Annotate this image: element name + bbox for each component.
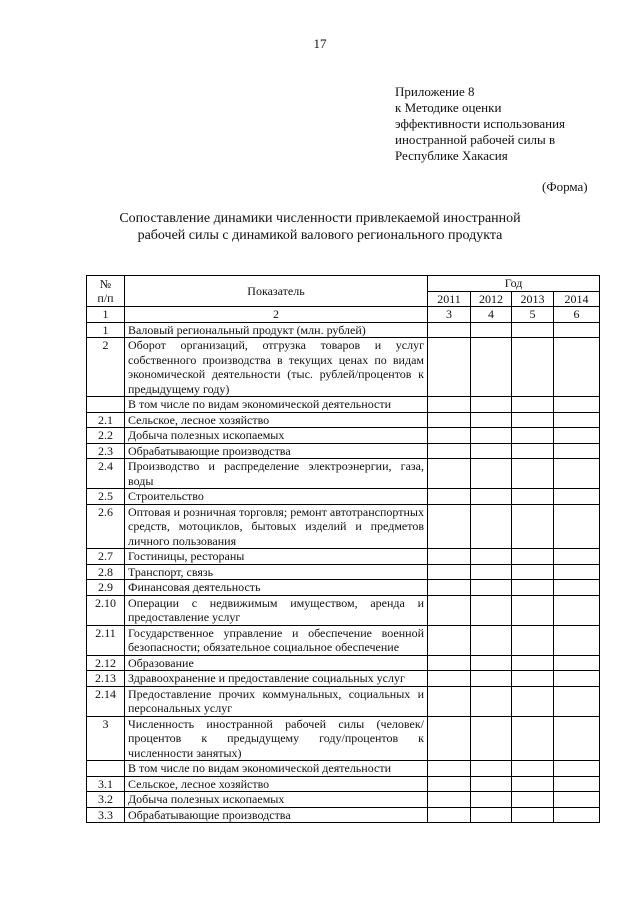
year-value-cell [512, 549, 554, 565]
row-indicator: Оборот организаций, отгрузка товаров и услуг собственного производства в текущих ценах по видам экономической деятельности (тыс. рублей/процентов к предыдущему году) [125, 338, 428, 397]
table-row [87, 625, 600, 655]
table-row [87, 776, 600, 792]
column-number: 3 [428, 307, 471, 323]
header-row [87, 276, 600, 292]
table-row [87, 412, 600, 428]
header-year-2012: 2012 [471, 291, 512, 307]
year-value-cell [512, 428, 554, 444]
year-value-cell [428, 655, 471, 671]
year-value-cell [554, 625, 600, 655]
table-row [87, 322, 600, 338]
row-number: 3 [87, 716, 125, 761]
appendix-line: иностранной рабочей силы в [395, 132, 556, 147]
year-value-cell [512, 564, 554, 580]
table-row [87, 671, 600, 687]
year-value-cell [471, 504, 512, 549]
year-value-cell [471, 443, 512, 459]
row-indicator: Государственное управление и обеспечение военной безопасности; обязательное социальное обеспечение [125, 625, 428, 655]
row-indicator: Финансовая деятельность [125, 580, 428, 596]
year-value-cell [471, 655, 512, 671]
row-number: 3.1 [87, 776, 125, 792]
row-number: 2.11 [87, 625, 125, 655]
row-number: 3.2 [87, 792, 125, 808]
header-num-line1: № [99, 276, 112, 291]
table-row [87, 580, 600, 596]
year-value-cell [471, 322, 512, 338]
year-value-cell [554, 807, 600, 823]
header-num [87, 276, 125, 307]
year-value-cell [554, 338, 600, 397]
year-value-cell [554, 397, 600, 413]
row-number: 2.1 [87, 412, 125, 428]
year-value-cell [471, 397, 512, 413]
table-row [87, 686, 600, 716]
year-value-cell [554, 459, 600, 489]
table-row [87, 761, 600, 777]
row-number: 2.9 [87, 580, 125, 596]
form-label: (Форма) [542, 179, 588, 194]
year-value-cell [471, 807, 512, 823]
column-number: 6 [554, 307, 600, 323]
row-indicator: Добыча полезных ископаемых [125, 428, 428, 444]
row-number: 2.14 [87, 686, 125, 716]
year-value-cell [471, 792, 512, 808]
table-row [87, 428, 600, 444]
year-value-cell [471, 412, 512, 428]
table-row [87, 716, 600, 761]
row-indicator: Оптовая и розничная торговля; ремонт автотранспортных средств, мотоциклов, бытовых изделий и предметов личного пользования [125, 504, 428, 549]
row-indicator: Сельское, лесное хозяйство [125, 412, 428, 428]
row-number [87, 397, 125, 413]
year-value-cell [428, 807, 471, 823]
year-value-cell [554, 671, 600, 687]
row-indicator: Операции с недвижимым имуществом, аренда и предоставление услуг [125, 595, 428, 625]
year-value-cell [471, 776, 512, 792]
row-indicator: Гостиницы, рестораны [125, 549, 428, 565]
year-value-cell [512, 489, 554, 505]
row-number: 2.4 [87, 459, 125, 489]
year-value-cell [471, 459, 512, 489]
header-year-2013: 2013 [512, 291, 554, 307]
year-value-cell [512, 625, 554, 655]
row-number: 2.3 [87, 443, 125, 459]
row-number: 2.7 [87, 549, 125, 565]
year-value-cell [428, 443, 471, 459]
year-value-cell [512, 595, 554, 625]
year-value-cell [428, 397, 471, 413]
table-row [87, 443, 600, 459]
year-value-cell [428, 549, 471, 565]
year-value-cell [428, 716, 471, 761]
year-value-cell [512, 776, 554, 792]
table-row [87, 655, 600, 671]
year-value-cell [428, 428, 471, 444]
year-value-cell [471, 686, 512, 716]
year-value-cell [428, 792, 471, 808]
row-indicator: Образование [125, 655, 428, 671]
year-value-cell [428, 776, 471, 792]
title-line: рабочей силы с динамикой валового регионального продукта [137, 228, 503, 243]
column-number: 5 [512, 307, 554, 323]
row-number [87, 761, 125, 777]
page-number: 17 [313, 36, 327, 51]
year-value-cell [471, 338, 512, 397]
year-value-cell [554, 504, 600, 549]
year-value-cell [512, 686, 554, 716]
year-value-cell [471, 428, 512, 444]
row-indicator: Сельское, лесное хозяйство [125, 776, 428, 792]
year-value-cell [428, 459, 471, 489]
year-value-cell [428, 564, 471, 580]
column-number: 1 [87, 307, 125, 323]
table-row [87, 564, 600, 580]
year-value-cell [554, 792, 600, 808]
year-value-cell [471, 595, 512, 625]
row-number: 3.3 [87, 807, 125, 823]
row-number: 2.5 [87, 489, 125, 505]
year-value-cell [512, 807, 554, 823]
table-row [87, 504, 600, 549]
row-number: 1 [87, 322, 125, 338]
year-value-cell [554, 322, 600, 338]
year-value-cell [554, 580, 600, 596]
appendix-note [395, 84, 565, 164]
data-table [86, 275, 600, 823]
header-year-2011: 2011 [428, 291, 471, 307]
year-value-cell [554, 686, 600, 716]
appendix-line: Республике Хакасия [395, 148, 508, 163]
year-value-cell [512, 671, 554, 687]
year-value-cell [471, 489, 512, 505]
table-row [87, 489, 600, 505]
row-number: 2.10 [87, 595, 125, 625]
column-number: 2 [125, 307, 428, 323]
year-value-cell [512, 716, 554, 761]
year-value-cell [512, 792, 554, 808]
table-row [87, 549, 600, 565]
year-value-cell [471, 716, 512, 761]
appendix-line: к Методике оценки [395, 100, 502, 115]
year-value-cell [512, 655, 554, 671]
year-value-cell [428, 489, 471, 505]
header-year: Год [428, 276, 600, 292]
year-value-cell [428, 686, 471, 716]
row-indicator: Здравоохранение и предоставление социальных услуг [125, 671, 428, 687]
row-indicator: Валовый региональный продукт (млн. рублей) [125, 322, 428, 338]
appendix-line: эффективности использования [395, 116, 566, 131]
year-value-cell [512, 322, 554, 338]
year-value-cell [554, 412, 600, 428]
header-num-line2: п/п [97, 291, 114, 305]
year-value-cell [428, 504, 471, 549]
table-row [87, 807, 600, 823]
year-value-cell [554, 655, 600, 671]
table-row [87, 792, 600, 808]
year-value-cell [471, 549, 512, 565]
header-year-2014: 2014 [554, 291, 600, 307]
column-numbers-row [87, 307, 600, 323]
year-value-cell [554, 549, 600, 565]
table-row [87, 397, 600, 413]
year-value-cell [471, 761, 512, 777]
row-indicator: Строительство [125, 489, 428, 505]
year-value-cell [428, 625, 471, 655]
year-value-cell [512, 443, 554, 459]
row-number: 2 [87, 338, 125, 397]
year-value-cell [512, 459, 554, 489]
year-value-cell [512, 580, 554, 596]
appendix-line: Приложение 8 [395, 84, 475, 99]
row-indicator: Производство и распределение электроэнергии, газа, воды [125, 459, 428, 489]
document-title [0, 210, 640, 244]
year-value-cell [512, 412, 554, 428]
table-row [87, 338, 600, 397]
year-value-cell [471, 580, 512, 596]
year-value-cell [512, 504, 554, 549]
row-number: 2.13 [87, 671, 125, 687]
year-value-cell [554, 564, 600, 580]
title-line: Сопоставление динамики численности привлекаемой иностранной [119, 211, 521, 226]
year-value-cell [554, 716, 600, 761]
column-number: 4 [471, 307, 512, 323]
table-body [87, 322, 600, 823]
row-indicator: Добыча полезных ископаемых [125, 792, 428, 808]
year-value-cell [428, 595, 471, 625]
year-value-cell [512, 397, 554, 413]
row-indicator: Обрабатывающие производства [125, 807, 428, 823]
table-row [87, 459, 600, 489]
row-number: 2.12 [87, 655, 125, 671]
year-value-cell [428, 580, 471, 596]
year-value-cell [471, 564, 512, 580]
header-indicator: Показатель [125, 276, 428, 307]
row-number: 2.6 [87, 504, 125, 549]
year-value-cell [428, 671, 471, 687]
row-indicator: Численность иностранной рабочей силы (человек/процентов к предыдущему году/процентов к численности занятых) [125, 716, 428, 761]
row-indicator: В том числе по видам экономической деятельности [125, 397, 428, 413]
row-number: 2.8 [87, 564, 125, 580]
row-indicator: Обрабатывающие производства [125, 443, 428, 459]
year-value-cell [428, 761, 471, 777]
year-value-cell [554, 428, 600, 444]
table-row [87, 595, 600, 625]
year-value-cell [428, 322, 471, 338]
year-value-cell [428, 338, 471, 397]
year-value-cell [554, 776, 600, 792]
year-value-cell [512, 338, 554, 397]
year-value-cell [554, 595, 600, 625]
row-indicator: В том числе по видам экономической деятельности [125, 761, 428, 777]
row-indicator: Транспорт, связь [125, 564, 428, 580]
row-indicator: Предоставление прочих коммунальных, социальных и персональных услуг [125, 686, 428, 716]
year-value-cell [471, 671, 512, 687]
year-value-cell [554, 443, 600, 459]
year-value-cell [428, 412, 471, 428]
year-value-cell [554, 761, 600, 777]
row-number: 2.2 [87, 428, 125, 444]
year-value-cell [512, 761, 554, 777]
year-value-cell [554, 489, 600, 505]
year-value-cell [471, 625, 512, 655]
